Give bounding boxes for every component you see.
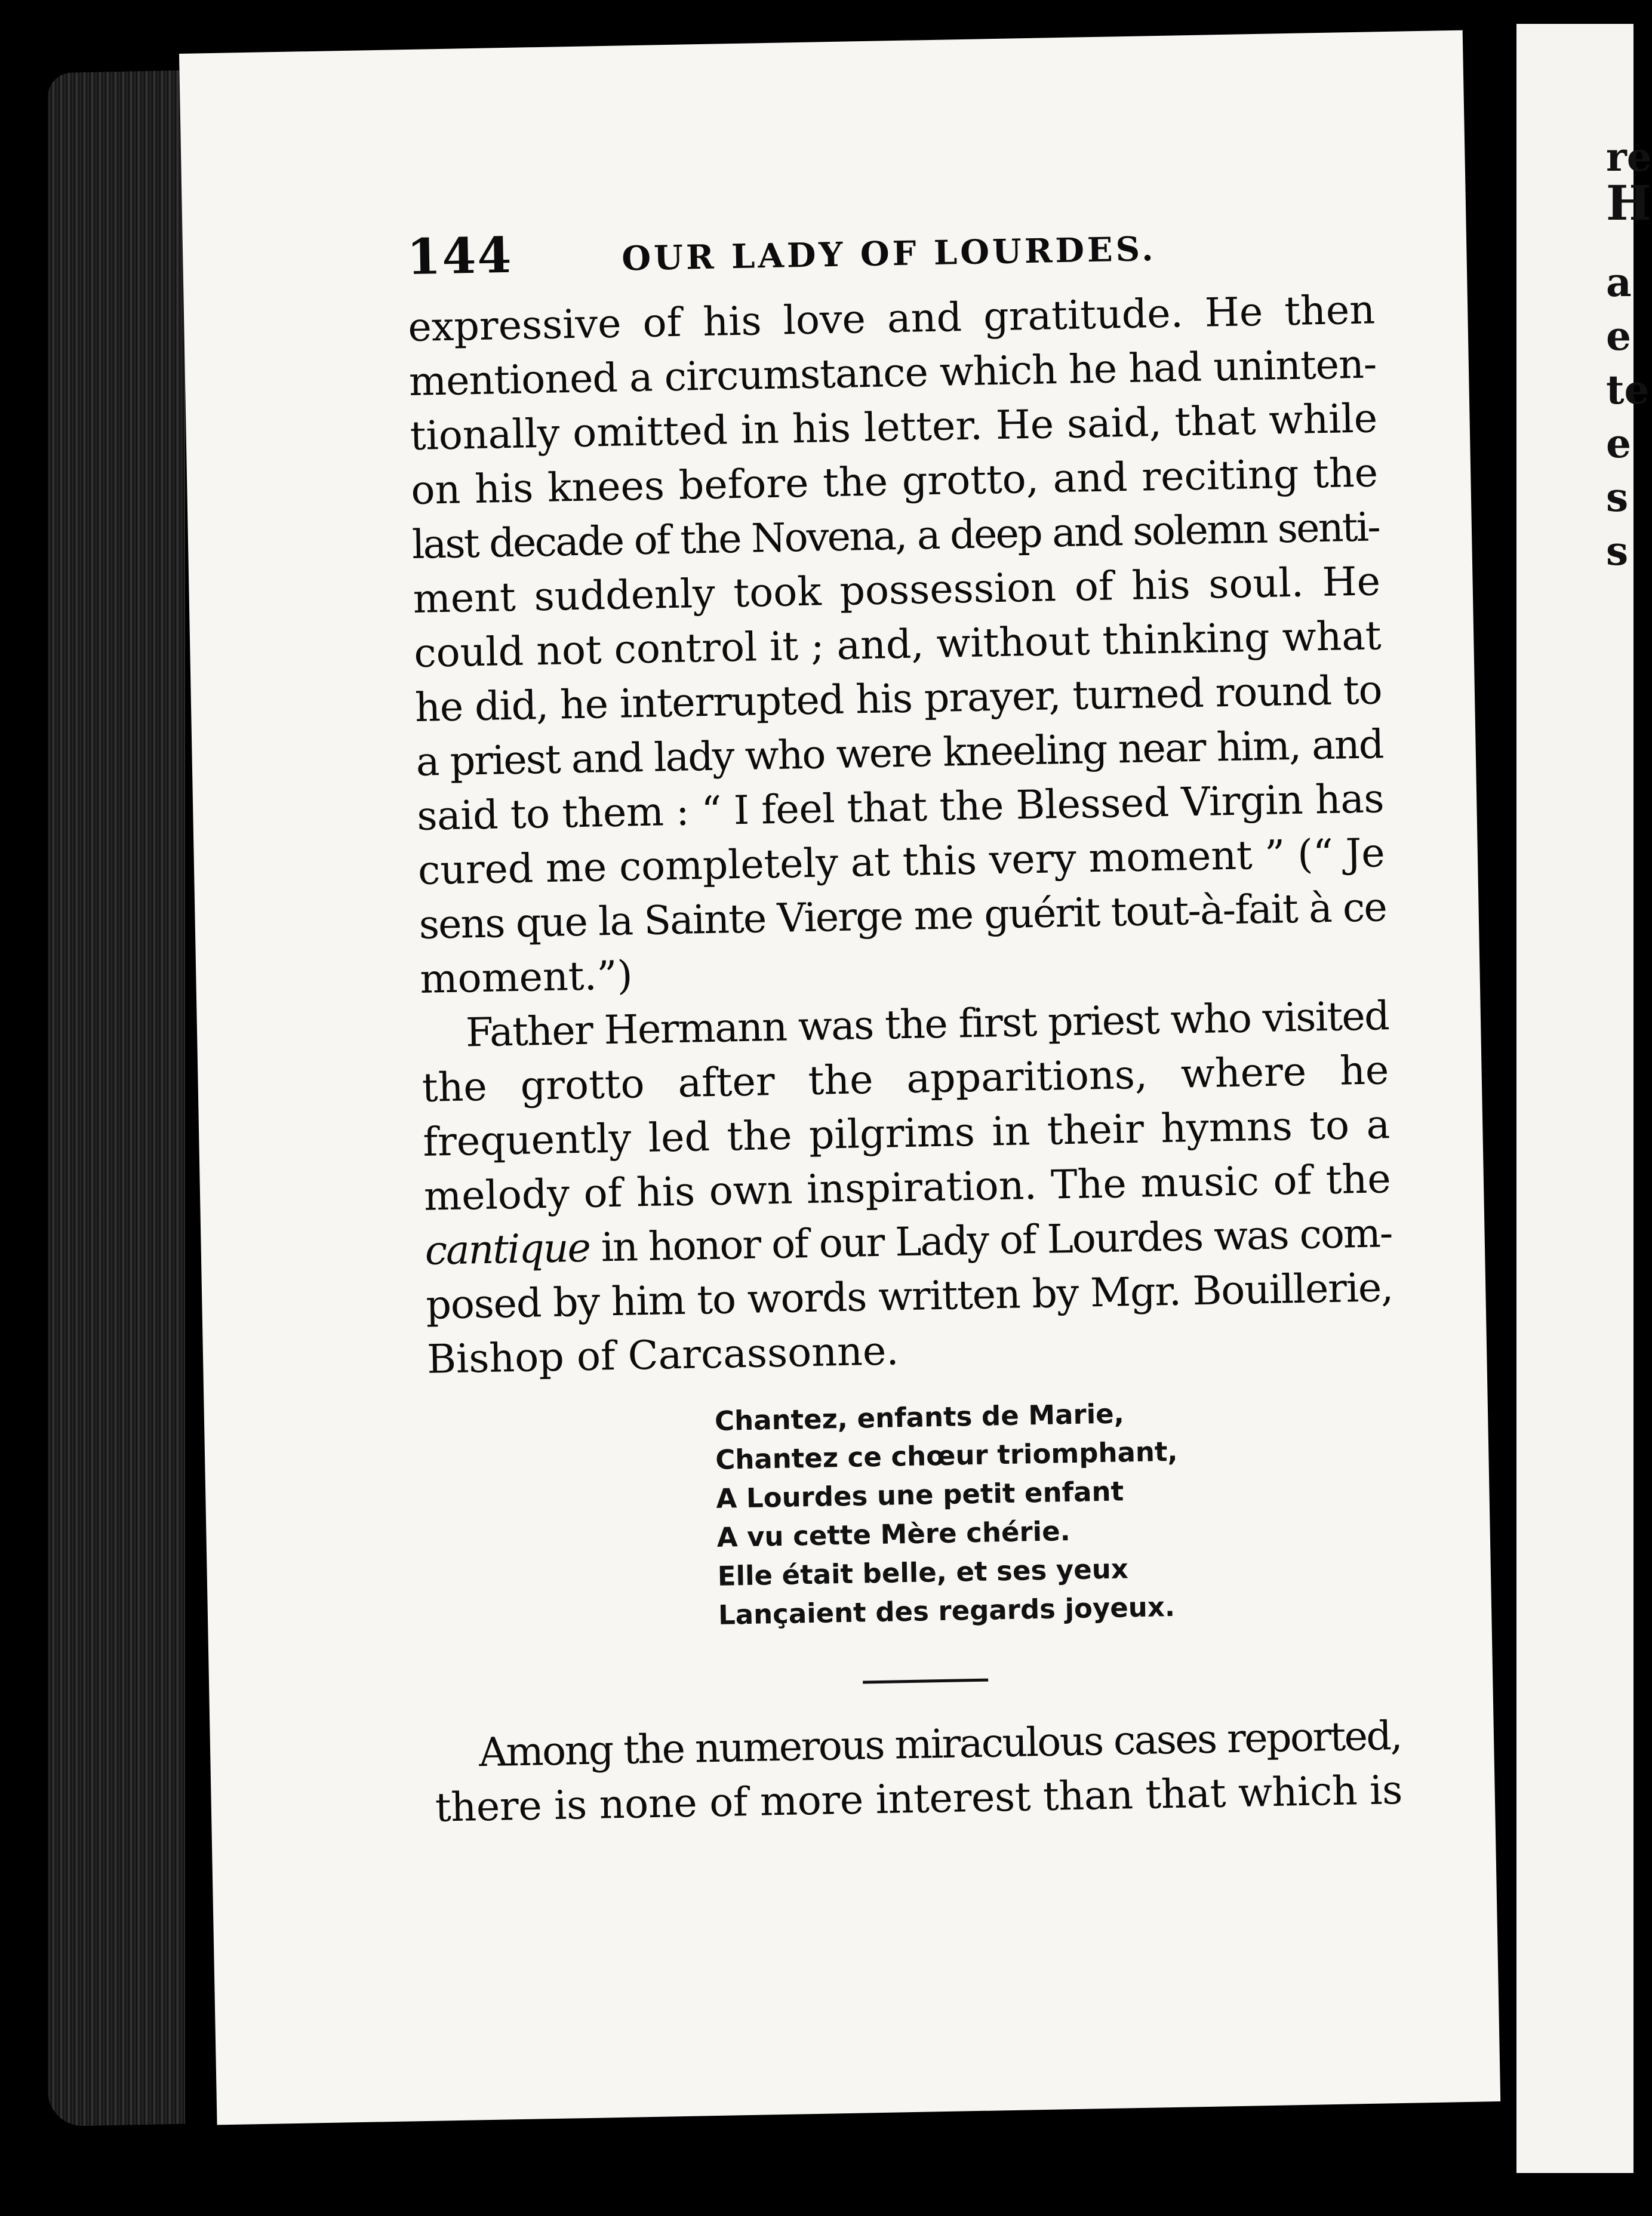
verse-line: A vu cette Mère chérie. xyxy=(716,1515,1071,1553)
verse-line: Chantez, enfants de Marie, xyxy=(714,1398,1125,1437)
text-fragment: in honor of our Lady of Lourdes was com- xyxy=(601,1209,1392,1271)
page-content xyxy=(406,211,1402,1835)
section-divider xyxy=(863,1679,988,1684)
text-line: ment suddenly took possession of his soul. He xyxy=(413,558,1381,622)
verse-line: Lançaient des regards joyeux. xyxy=(718,1590,1176,1631)
facing-page-fragment: a xyxy=(1606,259,1632,306)
page-number: 144 xyxy=(406,226,513,287)
text-line: on his knees before the grotto, and reciting the xyxy=(410,449,1379,513)
text-line: frequently led the pilgrims in their hymns to a xyxy=(422,1101,1390,1165)
verse-block xyxy=(715,1389,1399,1635)
text-line: could not control it ; and, without thinking what xyxy=(413,612,1382,676)
verse-line: A Lourdes une petit enfant xyxy=(716,1475,1124,1515)
facing-page-edge xyxy=(1516,24,1652,2173)
facing-page-fragment: re xyxy=(1606,134,1652,180)
text-line: Bishop of Carcassonne. xyxy=(426,1327,900,1383)
text-line: sens que la Sainte Vierge me guérit tout-à-fait à ce xyxy=(419,884,1387,948)
facing-page-fragment: e xyxy=(1606,420,1631,467)
text-line: last decade of the Novena, a deep and solemn senti- xyxy=(411,503,1380,568)
text-line: cured me completely at this very moment ” (“ Je xyxy=(417,829,1386,894)
text-line: a priest and lady who were kneeling near him, and xyxy=(416,721,1384,785)
text-line: moment.”) xyxy=(419,952,633,1002)
running-head: OUR LADY OF LOURDES. xyxy=(621,229,1157,279)
text-line: mentioned a circumstance which he had uninten- xyxy=(408,340,1377,405)
text-line: the grotto after the apparitions, where he xyxy=(422,1047,1389,1111)
book-spine-edge xyxy=(48,70,185,2127)
facing-page-fragment: s xyxy=(1606,528,1629,574)
paragraph-1 xyxy=(408,282,1388,1006)
text-line: tionally omitted in his letter. He said, that while xyxy=(410,395,1378,460)
facing-page-fragment: s xyxy=(1606,474,1629,521)
facing-page-fragment: te xyxy=(1606,367,1650,413)
verse-line: Chantez ce chœur triomphant, xyxy=(715,1435,1178,1476)
text-line: there is none of more interest than that which is xyxy=(435,1766,1403,1831)
text-line: Father Hermann was the first priest who visited xyxy=(465,992,1389,1056)
text-line: melody of his own inspiration. The music of the xyxy=(423,1155,1392,1220)
facing-page-fragment: H xyxy=(1606,175,1651,231)
book-page xyxy=(179,30,1500,2125)
closing-paragraph xyxy=(433,1709,1402,1835)
italic-word: cantique xyxy=(424,1224,590,1274)
text-line: Among the numerous miraculous cases reported, xyxy=(478,1712,1402,1776)
text-line: said to them : “ I feel that the Blessed Virgin has xyxy=(416,775,1385,839)
paragraph-2 xyxy=(420,989,1394,1387)
facing-page-fragment: e xyxy=(1606,313,1631,359)
verse-line: Elle était belle, et ses yeux xyxy=(717,1553,1129,1592)
text-line: expressive of his love and gratitude. He then xyxy=(407,286,1376,351)
text-line: he did, he interrupted his prayer, turned round to xyxy=(414,666,1383,731)
text-line: posed by him to words written by Mgr. Bouillerie, xyxy=(425,1264,1393,1328)
